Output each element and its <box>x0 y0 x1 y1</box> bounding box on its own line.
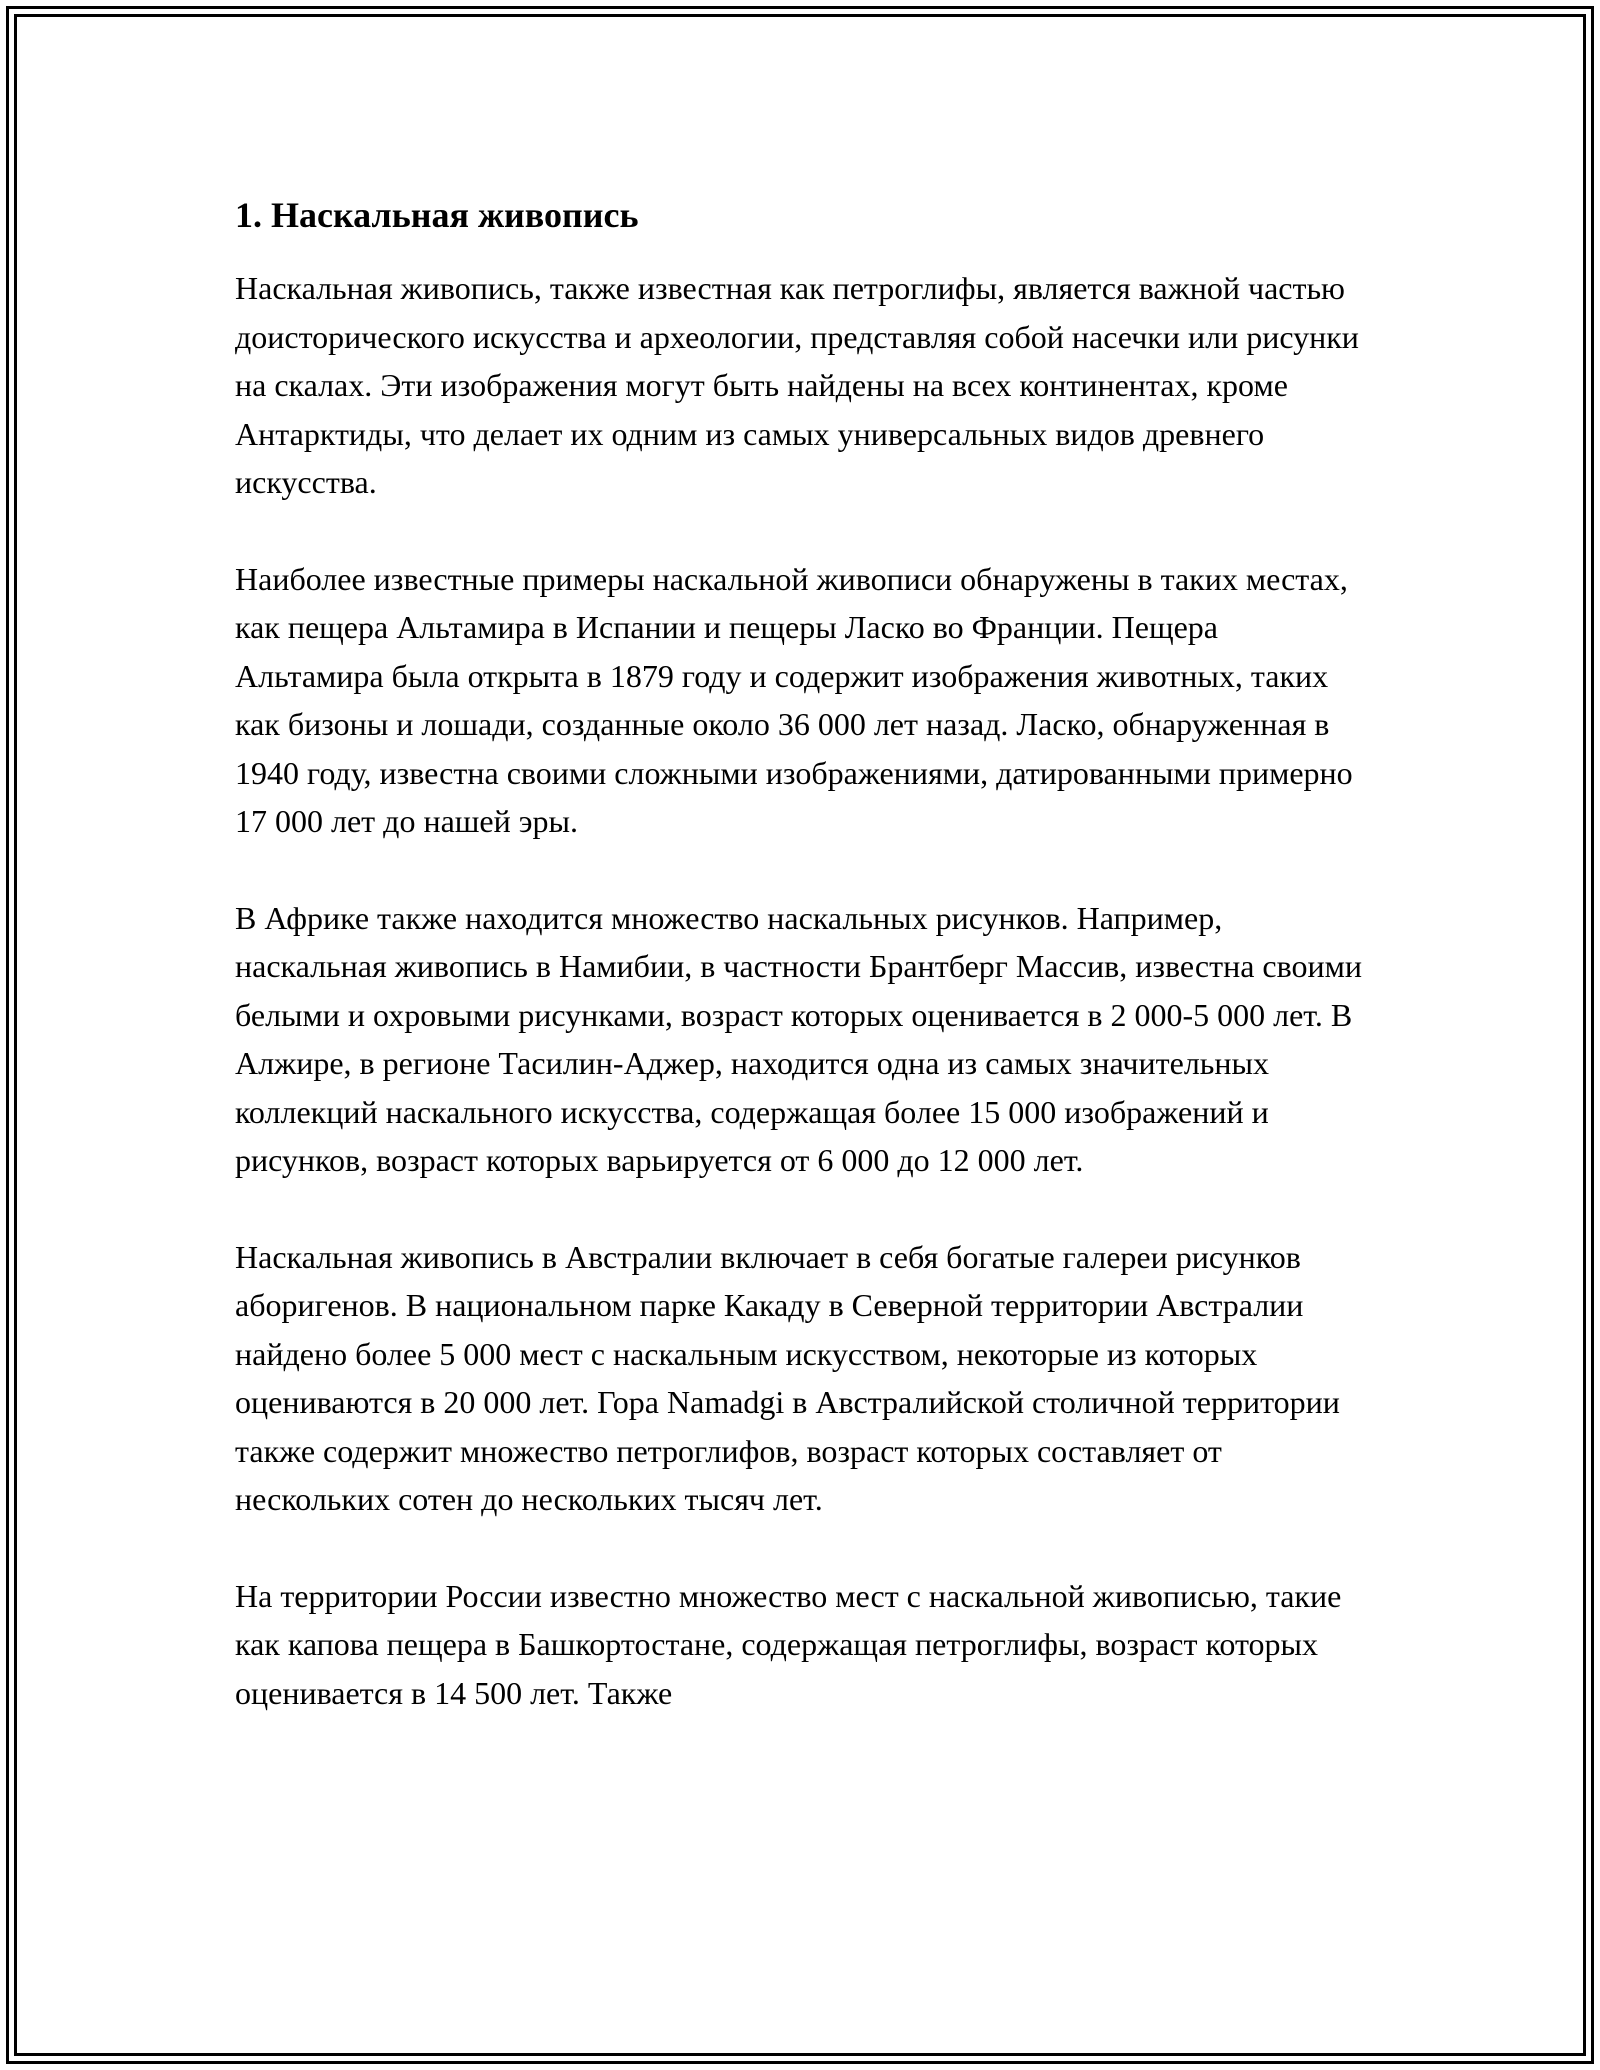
section-heading: 1. Наскальная живопись <box>235 195 639 235</box>
document-body <box>235 188 1370 1765</box>
paragraph-europe: Наиболее известные примеры наскальной живописи обнаружены в таких местах, как пещера Альтамира в Испании и пещеры Ласко во Франции. Пещера Альтамира была открыта в 1879 году и содержит изображения животных, таких как бизоны и лошади, созданные около 36 000 лет назад. Ласко, обнаруженная в 1940 году, известна своими сложными изображениями, датированными примерно 17 000 лет до нашей эры. <box>235 560 1353 839</box>
paragraph-australia: Наскальная живопись в Австралии включает в себя богатые галереи рисунков аборигенов. В национальном парке Какаду в Северной территории Австралии найдено более 5 000 мест с наскальным искусством, некоторые из которых оцениваются в 20 000 лет. Гора Namadgi в Австралийской столичной территории также содержит множество петроглифов, возраст которых составляет от нескольких сотен до нескольких тысяч лет. <box>235 1238 1340 1517</box>
paragraph-russia: На территории России известно множество мест с наскальной живописью, такие как капова пещера в Башкортостане, содержащая петроглифы, возраст которых оценивается в 14 500 лет. Также <box>235 1577 1342 1711</box>
paragraph-africa: В Африке также находится множество наскальных рисунков. Например, наскальная живопись в Намибии, в частности Брантберг Массив, известна своими белыми и охровыми рисунками, возраст которых оценивается в 2 000-5 000 лет. В Алжире, в регионе Тасилин-Аджер, находится одна из самых значительных коллекций наскального искусства, содержащая более 15 000 изображений и рисунков, возраст которых варьируется от 6 000 до 12 000 лет. <box>235 899 1362 1178</box>
paragraph-intro: Наскальная живопись, также известная как петроглифы, является важной частью доисторического искусства и археологии, представляя собой насечки или рисунки на скалах. Эти изображения могут быть найдены на всех континентах, кроме Антарктиды, что делает их одним из самых универсальных видов древнего искусства. <box>235 270 1359 500</box>
